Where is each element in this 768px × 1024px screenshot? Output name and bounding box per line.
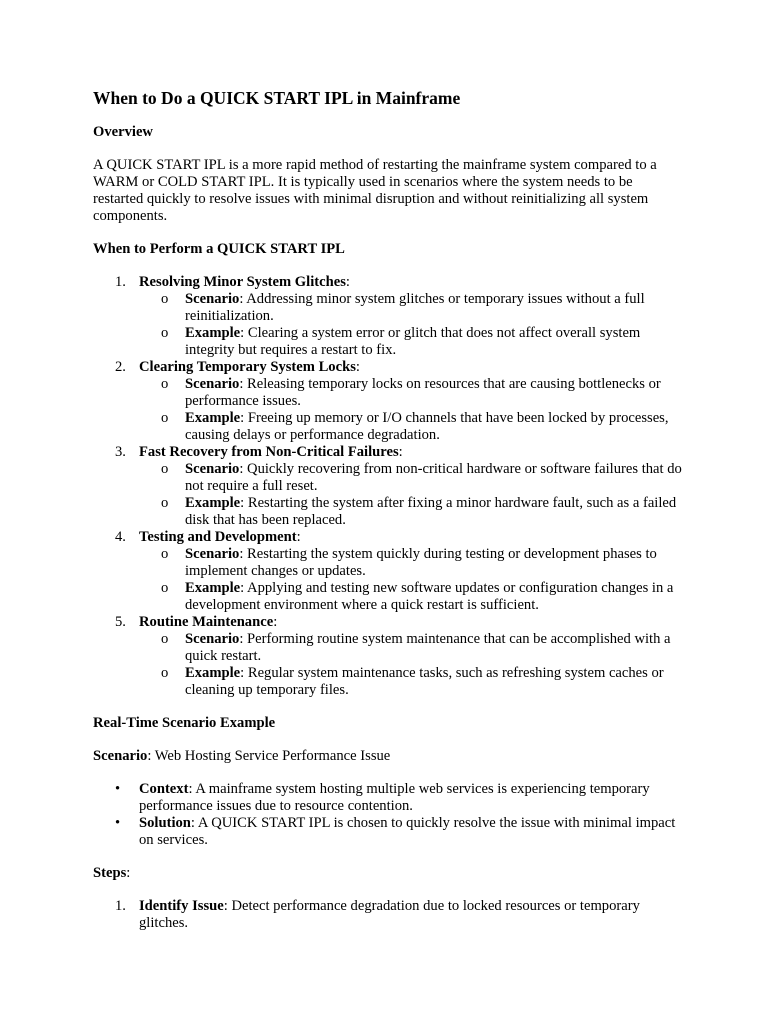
example-text: Regular system maintenance tasks, such as refreshing system caches or cleaning up temporary files. (185, 665, 664, 698)
example-label: Example (185, 325, 241, 341)
example-text: Clearing a system error or glitch that does not affect overall system integrity but requires a restart to fix. (185, 325, 641, 358)
sub-bullet-marker: o (161, 325, 169, 341)
bullet-marker: • (115, 815, 121, 831)
item-title: Testing and Development (139, 529, 297, 545)
example-text: Applying and testing new software updates or configuration changes in a development environment where a quick restart is sufficient. (185, 580, 674, 613)
bullet-item-context: • Context: A mainframe system hosting multiple web services is experiencing temporary performance issues due to resource contention. (115, 781, 650, 814)
example-line: o Example: Regular system maintenance tasks, such as refreshing system caches or cleaning up temporary files. (161, 665, 664, 698)
example-line: o Example: Clearing a system error or glitch that does not affect overall system integrity but requires a restart to fix. (161, 325, 641, 358)
bullet-item-solution: • Solution: A QUICK START IPL is chosen to quickly resolve the issue with minimal impact on services. (115, 815, 676, 848)
when-item: 5. Routine Maintenance: o Scenario: Performing routine system maintenance that can be accomplished with a quick restart. o Example: Regular system maintenance tasks, such as refreshing system caches or cleaning up temporary files. (93, 614, 683, 699)
scenario-label: Scenario (185, 376, 240, 392)
sub-bullet-marker: o (161, 291, 169, 307)
scenario-text: Addressing minor system glitches or temporary issues without a full reinitialization. (185, 291, 645, 324)
scenario-label: Scenario (185, 631, 240, 647)
sub-list (139, 291, 683, 359)
scenario-line: o Scenario: Releasing temporary locks on resources that are causing bottlenecks or performance issues. (161, 376, 661, 409)
realtime-heading: Real-Time Scenario Example (93, 715, 276, 731)
scenario-line: o Scenario: Restarting the system quickly during testing or development phases to implement changes or updates. (161, 546, 657, 579)
steps-heading: Steps (93, 865, 127, 881)
realtime-scenario-text: Web Hosting Service Performance Issue (154, 748, 391, 764)
steps-list (93, 898, 683, 932)
scenario-text: Restarting the system quickly during testing or development phases to implement changes or updates. (185, 546, 657, 579)
scenario-line: o Scenario: Performing routine system maintenance that can be accomplished with a quick restart. (161, 631, 671, 664)
overview-paragraph: A QUICK START IPL is a more rapid method of restarting the mainframe system compared to a WARM or COLD START IPL. It is typically used in scenarios where the system needs to be restarted quickly to resolve issues with minimal disruption and without reinitializing all system components. (93, 157, 657, 224)
scenario-text: Releasing temporary locks on resources that are causing bottlenecks or performance issues. (185, 376, 661, 409)
scenario-label: Scenario (185, 291, 240, 307)
when-heading: When to Perform a QUICK START IPL (93, 241, 345, 257)
steps-heading-line: Steps: (93, 865, 131, 881)
sub-bullet-marker: o (161, 376, 169, 392)
scenario-label: Scenario (185, 546, 240, 562)
item-title: Resolving Minor System Glitches (139, 274, 346, 290)
example-text: Freeing up memory or I/O channels that have been locked by processes, causing delays or performance degradation. (185, 410, 669, 443)
when-list (93, 274, 683, 699)
example-label: Example (185, 580, 241, 596)
scenario-text: Performing routine system maintenance that can be accomplished with a quick restart. (185, 631, 671, 664)
sub-bullet-marker: o (161, 410, 169, 426)
sub-list (139, 376, 683, 444)
when-item: 3. Fast Recovery from Non-Critical Failures: o Scenario: Quickly recovering from non-critical hardware or software failures that do not require a full reset. o Example: Restarting the system after fixing a minor hardware fault, such as a failed disk that has been replaced. (93, 444, 683, 529)
scenario-line: o Scenario: Addressing minor system glitches or temporary issues without a full reinitialization. (161, 291, 645, 324)
realtime-scenario-line: Scenario: Web Hosting Service Performance Issue (93, 748, 391, 764)
when-item: 2. Clearing Temporary System Locks: o Scenario: Releasing temporary locks on resources that are causing bottlenecks or performance issues. o Example: Freeing up memory or I/O channels that have been locked by processes, causing delays or performance degradation. (93, 359, 683, 444)
example-text: Restarting the system after fixing a minor hardware fault, such as a failed disk that has been replaced. (185, 495, 677, 528)
step-label: Identify Issue (139, 898, 224, 914)
example-label: Example (185, 495, 241, 511)
bullet-text: A mainframe system hosting multiple web services is experiencing temporary performance issues due to resource contention. (139, 781, 650, 814)
example-line: o Example: Applying and testing new software updates or configuration changes in a development environment where a quick restart is sufficient. (161, 580, 674, 613)
scenario-text: Quickly recovering from non-critical hardware or software failures that do not require a full reset. (185, 461, 682, 494)
bullet-label: Solution (139, 815, 191, 831)
bullet-marker: • (115, 781, 121, 797)
sub-bullet-marker: o (161, 546, 169, 562)
example-line: o Example: Freeing up memory or I/O channels that have been locked by processes, causing delays or performance degradation. (161, 410, 669, 443)
list-number: 3. (115, 444, 126, 460)
item-title: Fast Recovery from Non-Critical Failures (139, 444, 399, 460)
document-title: When to Do a QUICK START IPL in Mainframe (93, 88, 461, 108)
step-text: Detect performance degradation due to locked resources or temporary glitches. (139, 898, 640, 931)
scenario-line: o Scenario: Quickly recovering from non-critical hardware or software failures that do not require a full reset. (161, 461, 682, 494)
item-title: Clearing Temporary System Locks (139, 359, 356, 375)
scenario-label: Scenario (185, 461, 240, 477)
sub-bullet-marker: o (161, 580, 169, 596)
overview-heading: Overview (93, 124, 153, 140)
step-item: 1. Identify Issue: Detect performance degradation due to locked resources or temporary glitches. (115, 898, 640, 931)
list-number: 1. (115, 898, 126, 914)
example-label: Example (185, 410, 241, 426)
sub-bullet-marker: o (161, 665, 169, 681)
sub-list (139, 461, 683, 529)
list-number: 4. (115, 529, 126, 545)
sub-bullet-marker: o (161, 461, 169, 477)
sub-list (139, 546, 683, 614)
list-number: 1. (115, 274, 126, 290)
example-label: Example (185, 665, 241, 681)
realtime-bullet-list (93, 781, 683, 849)
example-line: o Example: Restarting the system after fixing a minor hardware fault, such as a failed disk that has been replaced. (161, 495, 677, 528)
when-item: 4. Testing and Development: o Scenario: Restarting the system quickly during testing or development phases to implement changes or updates. o Example: Applying and testing new software updates or configuration changes in a development environment where a quick restart is sufficient. (93, 529, 683, 614)
realtime-scenario-label: Scenario (93, 748, 148, 764)
bullet-label: Context (139, 781, 189, 797)
when-item: 1. Resolving Minor System Glitches: o Scenario: Addressing minor system glitches or temporary issues without a full reinitialization. o Example: Clearing a system error or glitch that does not affect overall system integrity but requires a restart to fix. (93, 274, 683, 359)
list-number: 2. (115, 359, 126, 375)
document-body (93, 88, 683, 948)
sub-bullet-marker: o (161, 631, 169, 647)
bullet-text: A QUICK START IPL is chosen to quickly resolve the issue with minimal impact on services. (139, 815, 676, 848)
list-number: 5. (115, 614, 126, 630)
item-title: Routine Maintenance (139, 614, 274, 630)
sub-bullet-marker: o (161, 495, 169, 511)
sub-list (139, 631, 683, 699)
